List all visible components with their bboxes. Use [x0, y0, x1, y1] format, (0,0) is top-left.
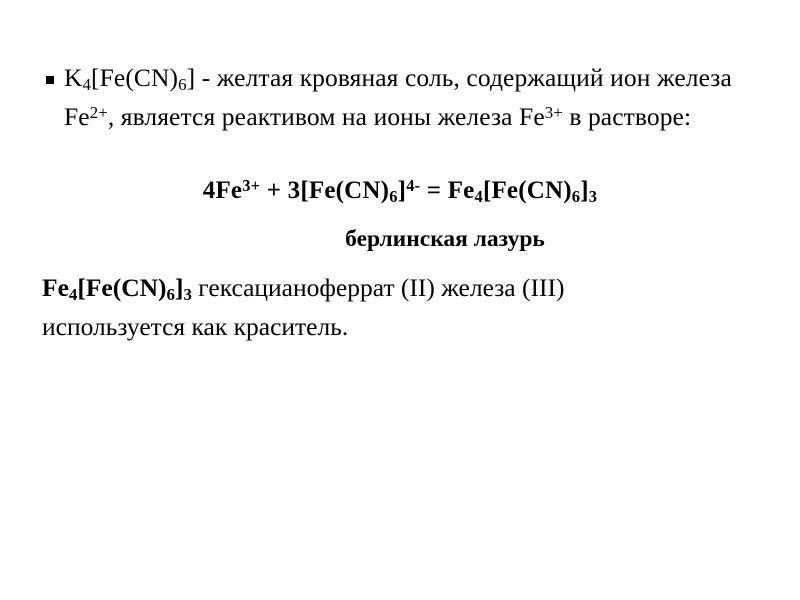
conclusion-line-2: используется как краситель.	[42, 312, 349, 341]
eq-reactant-2-charge: 4-	[406, 176, 421, 196]
paragraph-text-1: - желтая кровяная соль, содержащий ион железа Fe	[64, 63, 732, 131]
eq-reactant-2-close: ]	[397, 177, 407, 204]
formula-bracket-sub: 6	[178, 75, 187, 95]
square-bullet-icon	[46, 58, 64, 98]
eq-product-sub-1: 4	[474, 186, 483, 206]
bullet-paragraph-text	[64, 58, 760, 136]
equation-caption: берлинская лазурь	[345, 226, 545, 252]
eq-product-mid: [Fe(CN)	[482, 177, 572, 204]
eq-equals: =	[420, 177, 448, 204]
ion-charge-3plus: 3+	[544, 102, 563, 122]
eq-reactant-2: 3[Fe(CN)	[287, 177, 390, 204]
formula-bracket-open: [Fe(CN)	[91, 63, 179, 92]
eq-product-close: ]	[580, 177, 589, 204]
eq-product-sub-2: 6	[571, 186, 581, 206]
bullet-paragraph	[46, 58, 760, 136]
eq-product-sub-3: 3	[588, 186, 598, 206]
eq-reactant-1: 4Fe	[202, 177, 243, 204]
conclusion-line-1	[42, 268, 760, 307]
formula-bracket-close: ]	[186, 63, 196, 92]
conclusion-text: гексацианоферрат (II) железа (III)	[191, 273, 565, 302]
paragraph-text-3: в растворе:	[562, 102, 692, 131]
ion-charge-2plus: 2+	[89, 102, 108, 122]
paragraph-text-2: , является реактивом на ионы железа Fe	[107, 102, 545, 131]
formula-k: K	[64, 63, 83, 92]
formula-k-sub: 4	[82, 75, 92, 95]
chemical-equation	[40, 172, 760, 210]
eq-reactant-2-sub: 6	[389, 186, 398, 206]
eq-product: Fe	[447, 177, 475, 204]
conclusion-formula: Fe	[42, 273, 69, 302]
conclusion-formula-sub-1: 4	[68, 285, 78, 305]
eq-reactant-1-charge: 3+	[242, 176, 261, 196]
conclusion-formula-mid: [Fe(CN)	[77, 273, 167, 302]
conclusion-formula-sub-3: 3	[183, 285, 192, 305]
eq-plus: +	[260, 177, 288, 204]
conclusion-formula-sub-2: 6	[166, 285, 175, 305]
conclusion-formula-close: ]	[174, 273, 184, 302]
